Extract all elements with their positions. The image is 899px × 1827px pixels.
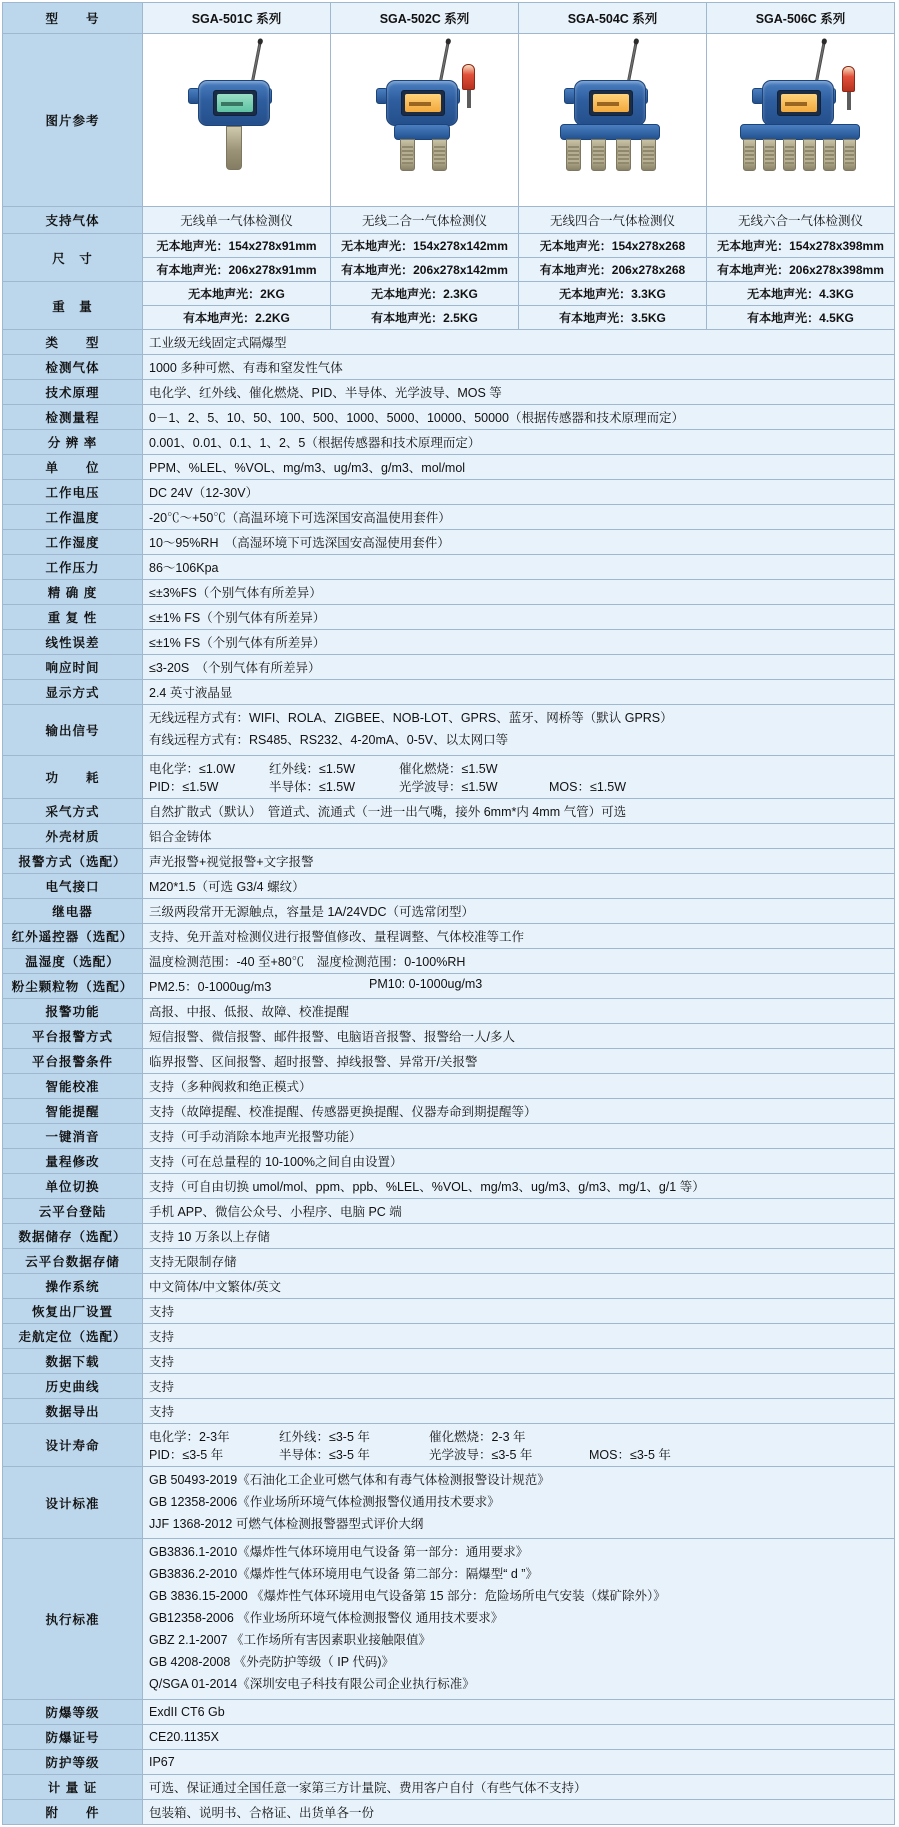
power-pid: PID：≤1.5W xyxy=(149,779,219,794)
row-label-pressure: 工作压力 xyxy=(3,555,143,580)
row-value-range-modify: 支持（可在总量程的 10-100%之间自由设置） xyxy=(143,1148,895,1173)
exec-std-line: GB 4208-2008 《外壳防护等级（ IP 代码)》 xyxy=(149,1654,394,1669)
table-row-platform-alarm-condition xyxy=(3,1048,895,1073)
row-value-smart-reminder: 支持（故障提醒、校准提醒、传感器更换提醒、仪器寿命到期提醒等） xyxy=(143,1098,895,1123)
row-label-unit: 单 位 xyxy=(3,455,143,480)
model-504c: SGA-504C 系列 xyxy=(519,3,707,34)
table-row-exec-standard xyxy=(3,1539,895,1699)
table-row-ex-rating xyxy=(3,1699,895,1724)
size-502c xyxy=(331,234,519,282)
row-value-relay: 三级两段常开无源触点，容量是 1A/24VDC（可选常闭型） xyxy=(143,898,895,923)
gas-sensor-probe xyxy=(783,139,796,171)
device-image-501c xyxy=(143,34,331,207)
row-value-power xyxy=(143,755,895,798)
gas-sensor-probe xyxy=(566,139,581,171)
row-value-voltage: DC 24V（12-30V） xyxy=(143,480,895,505)
table-row-voltage xyxy=(3,480,895,505)
row-label-smart-reminder: 智能提醒 xyxy=(3,1098,143,1123)
row-label-platform-alarm-mode: 平台报警方式 xyxy=(3,1023,143,1048)
size-no-alarm: 无本地声光：154x278x268 xyxy=(519,234,706,258)
row-label-ir-remote: 红外遥控器（选配） xyxy=(3,923,143,948)
device-image-502c xyxy=(331,34,519,207)
row-label-principle: 技术原理 xyxy=(3,380,143,405)
output-wireless: 无线远程方式有：WIFI、ROLA、ZIGBEE、NOB-LOT、GPRS、蓝牙、网桥等（默认 GPRS） xyxy=(149,711,673,725)
table-row-range-modify xyxy=(3,1148,895,1173)
table-row-design-life xyxy=(3,1423,895,1466)
gas-row-label: 支持气体 xyxy=(3,207,143,234)
display-screen xyxy=(401,90,445,116)
table-row-temp-humidity-option xyxy=(3,948,895,973)
row-value-dust xyxy=(143,973,895,998)
table-row-alarm-function xyxy=(3,998,895,1023)
alarm-beacon-icon xyxy=(842,66,855,92)
table-row-data-storage xyxy=(3,1223,895,1248)
size-with-alarm: 有本地声光：206x278x268 xyxy=(539,263,686,277)
size-504c xyxy=(519,234,707,282)
table-row-detect-gas xyxy=(3,355,895,380)
life-pid: PID：≤3-5 年 xyxy=(149,1447,224,1462)
exec-std-line: GB3836.1-2010《爆炸性气体环境用电气设备 第一部分：通用要求》 xyxy=(149,1545,529,1560)
weight-no-alarm: 无本地声光：2.3KG xyxy=(331,282,518,306)
display-screen xyxy=(589,90,633,116)
weight-502c xyxy=(331,282,519,330)
display-screen xyxy=(777,90,821,116)
row-value-display: 2.4 英寸液晶显 xyxy=(143,680,895,705)
table-row-output-signal xyxy=(3,705,895,756)
row-value-design-life xyxy=(143,1423,895,1466)
exec-std-line: GB12358-2006 《作业场所环境气体检测报警仪 通用技术要求》 xyxy=(149,1611,504,1625)
weight-with-alarm: 有本地声光：2.5KG xyxy=(371,311,478,325)
table-row-data-export xyxy=(3,1398,895,1423)
weight-506c xyxy=(707,282,895,330)
row-label-dust: 粉尘颗粒物（选配） xyxy=(3,973,143,998)
power-line-2 xyxy=(149,777,888,795)
row-value-data-download: 支持 xyxy=(143,1348,895,1373)
exec-std-line: GB 3836.15-2000 《爆炸性气体环境用电气设备第 15 部分：危险场所电气安装（煤矿除外）》 xyxy=(149,1589,666,1604)
gas-sensor-probe xyxy=(591,139,606,171)
row-label-temperature: 工作温度 xyxy=(3,505,143,530)
size-506c xyxy=(707,234,895,282)
power-catalytic: 催化燃烧：≤1.5W xyxy=(399,761,498,776)
power-line-1 xyxy=(149,759,888,777)
row-value-pressure: 86～106Kpa xyxy=(143,555,895,580)
row-value-electrical-interface: M20*1.5（可选 G3/4 螺纹） xyxy=(143,873,895,898)
row-label-electrical-interface: 电气接口 xyxy=(3,873,143,898)
dust-pm10: PM10: 0-1000ug/m3 xyxy=(369,976,483,991)
size-no-alarm: 无本地声光：154x278x142mm xyxy=(331,234,518,258)
gas-504c: 无线四合一气体检测仪 xyxy=(519,207,707,234)
table-row-data-download xyxy=(3,1348,895,1373)
alarm-beacon-icon xyxy=(462,64,475,90)
detector-body xyxy=(386,80,458,126)
row-value-humidity: 10～95%RH （高湿环境下可选深国安高湿使用套件） xyxy=(143,530,895,555)
row-label-design-life: 设计寿命 xyxy=(3,1423,143,1466)
table-row-resolution xyxy=(3,430,895,455)
gas-sensor-probe xyxy=(843,139,856,171)
table-row-range xyxy=(3,405,895,430)
detector-body xyxy=(198,80,270,126)
row-label-detect-gas: 检测气体 xyxy=(3,355,143,380)
row-label-linearity: 线性误差 xyxy=(3,630,143,655)
table-row-cloud-storage xyxy=(3,1248,895,1273)
table-row-mobile-positioning xyxy=(3,1323,895,1348)
row-label-sampling: 采气方式 xyxy=(3,798,143,823)
gas-sensor-probe xyxy=(616,139,631,171)
row-label-data-download: 数据下载 xyxy=(3,1348,143,1373)
gas-506c: 无线六合一气体检测仪 xyxy=(707,207,895,234)
row-value-factory-reset: 支持 xyxy=(143,1298,895,1323)
device-image-504c xyxy=(519,34,707,207)
row-value-mobile-positioning: 支持 xyxy=(143,1323,895,1348)
row-value-data-export: 支持 xyxy=(143,1398,895,1423)
design-std-line: GB 12358-2006《作业场所环境气体检测报警仪通用技术要求》 xyxy=(149,1494,500,1509)
row-label-ex-cert: 防爆证号 xyxy=(3,1724,143,1749)
table-row-humidity xyxy=(3,530,895,555)
row-label-relay: 继电器 xyxy=(3,898,143,923)
row-value-history-curve: 支持 xyxy=(143,1373,895,1398)
gas-sensor-probe xyxy=(763,139,776,171)
row-label-ip-rating: 防护等级 xyxy=(3,1749,143,1774)
table-row-power xyxy=(3,755,895,798)
life-mos: MOS：≤3-5 年 xyxy=(589,1447,671,1462)
row-value-os: 中文简体/中文繁体/英文 xyxy=(143,1273,895,1298)
row-value-data-storage: 支持 10 万条以上存储 xyxy=(143,1223,895,1248)
gas-sensor-probe xyxy=(432,139,447,171)
weight-501c xyxy=(143,282,331,330)
row-value-unit-switch: 支持（可自由切换 umol/mol、ppm、ppb、%LEL、%VOL、mg/m3、ug/m3、g/m3、mg/1、g/1 等） xyxy=(143,1173,895,1198)
dust-pm25: PM2.5：0-1000ug/m3 xyxy=(149,979,272,994)
power-semiconductor: 半导体：≤1.5W xyxy=(269,779,356,794)
row-value-repeatability: ≤±1% FS（个别气体有所差异） xyxy=(143,605,895,630)
model-506c: SGA-506C 系列 xyxy=(707,3,895,34)
life-line-1 xyxy=(149,1427,888,1445)
row-value-alarm-mode: 声光报警+视觉报警+文字报警 xyxy=(143,848,895,873)
table-row-ex-cert xyxy=(3,1724,895,1749)
row-label-platform-alarm-condition: 平台报警条件 xyxy=(3,1048,143,1073)
exec-std-line: GB3836.2-2010《爆炸性气体环境用电气设备 第二部分：隔爆型“ d ”》 xyxy=(149,1567,538,1582)
table-row-metrology-cert xyxy=(3,1774,895,1799)
row-value-temp-humidity-option: 温度检测范围：-40 至+80℃ 湿度检测范围：0-100%RH xyxy=(143,948,895,973)
life-catalytic: 催化燃烧：2-3 年 xyxy=(429,1429,526,1444)
row-value-ir-remote: 支持、免开盖对检测仪进行报警值修改、量程调整、气体校准等工作 xyxy=(143,923,895,948)
row-label-alarm-mode: 报警方式（选配） xyxy=(3,848,143,873)
size-no-alarm: 无本地声光：154x278x91mm xyxy=(143,234,330,258)
exec-std-line: Q/SGA 01-2014《深圳安电子科技有限公司企业执行标准》 xyxy=(149,1676,475,1691)
row-value-detect-gas: 1000 多种可燃、有毒和窒发性气体 xyxy=(143,355,895,380)
row-label-accuracy: 精 确 度 xyxy=(3,580,143,605)
table-row-type xyxy=(3,330,895,355)
row-value-range: 0－1、2、5、10、50、100、500、1000、5000、10000、50000（根据传感器和技术原理而定） xyxy=(143,405,895,430)
table-row-pressure xyxy=(3,555,895,580)
detector-body xyxy=(574,80,646,126)
table-row-repeatability xyxy=(3,605,895,630)
row-label-cloud-storage: 云平台数据存储 xyxy=(3,1248,143,1273)
table-row-principle xyxy=(3,380,895,405)
row-value-platform-alarm-condition: 临界报警、区间报警、超时报警、掉线报警、异常开/关报警 xyxy=(143,1048,895,1073)
life-electrochemical: 电化学：2-3年 xyxy=(149,1429,230,1444)
row-label-range-modify: 量程修改 xyxy=(3,1148,143,1173)
table-row-sampling xyxy=(3,798,895,823)
row-label-alarm-function: 报警功能 xyxy=(3,998,143,1023)
row-value-housing: 铝合金铸体 xyxy=(143,823,895,848)
row-label-exec-standard: 执行标准 xyxy=(3,1539,143,1699)
model-501c: SGA-501C 系列 xyxy=(143,3,331,34)
power-electrochemical: 电化学：≤1.0W xyxy=(149,761,236,776)
table-row-accuracy xyxy=(3,580,895,605)
table-row-dust xyxy=(3,973,895,998)
row-value-smart-calibration: 支持（多种阀救和绝正模式） xyxy=(143,1073,895,1098)
size-with-alarm: 有本地声光：206x278x398mm xyxy=(717,263,884,277)
row-label-repeatability: 重 复 性 xyxy=(3,605,143,630)
table-row-size xyxy=(3,234,895,282)
life-infrared: 红外线：≤3-5 年 xyxy=(279,1429,370,1444)
model-label: 型 号 xyxy=(3,3,143,34)
life-line-2 xyxy=(149,1445,888,1463)
specification-table xyxy=(2,2,895,1825)
row-label-response-time: 响应时间 xyxy=(3,655,143,680)
row-label-output-signal: 输出信号 xyxy=(3,705,143,756)
display-screen xyxy=(213,90,257,116)
size-with-alarm: 有本地声光：206x278x142mm xyxy=(341,263,508,277)
size-row-label: 尺 寸 xyxy=(3,234,143,282)
table-row-history-curve xyxy=(3,1373,895,1398)
spec-sheet xyxy=(0,2,899,1825)
row-value-mute: 支持（可手动消除本地声光报警功能） xyxy=(143,1123,895,1148)
row-value-ex-rating: ExdII CT6 Gb xyxy=(143,1699,895,1724)
row-value-accuracy: ≤±3%FS（个别气体有所差异） xyxy=(143,580,895,605)
weight-row-label: 重 量 xyxy=(3,282,143,330)
gas-502c: 无线二合一气体检测仪 xyxy=(331,207,519,234)
table-row-accessories xyxy=(3,1799,895,1824)
row-label-type: 类 型 xyxy=(3,330,143,355)
weight-with-alarm: 有本地声光：2.2KG xyxy=(183,311,290,325)
output-wired: 有线远程方式有：RS485、RS232、4-20mA、0-5V、以太网口等 xyxy=(149,732,509,747)
row-value-alarm-function: 高报、中报、低报、故障、校准提醒 xyxy=(143,998,895,1023)
size-501c xyxy=(143,234,331,282)
table-row-display xyxy=(3,680,895,705)
gas-sensor-probe xyxy=(400,139,415,171)
table-row-temperature xyxy=(3,505,895,530)
row-label-ex-rating: 防爆等级 xyxy=(3,1699,143,1724)
model-502c: SGA-502C 系列 xyxy=(331,3,519,34)
row-label-mute: 一键消音 xyxy=(3,1123,143,1148)
row-label-factory-reset: 恢复出厂设置 xyxy=(3,1298,143,1323)
row-label-accessories: 附 件 xyxy=(3,1799,143,1824)
row-value-output-signal xyxy=(143,705,895,756)
table-row-factory-reset xyxy=(3,1298,895,1323)
table-row-unit xyxy=(3,455,895,480)
row-label-cloud-login: 云平台登陆 xyxy=(3,1198,143,1223)
row-label-power: 功 耗 xyxy=(3,755,143,798)
row-label-history-curve: 历史曲线 xyxy=(3,1373,143,1398)
table-row-gas xyxy=(3,207,895,234)
gas-manifold xyxy=(560,124,660,140)
row-value-type: 工业级无线固定式隔爆型 xyxy=(143,330,895,355)
table-row-relay xyxy=(3,898,895,923)
exec-std-line: GBZ 2.1-2007 《工作场所有害因素职业接触限值》 xyxy=(149,1632,431,1647)
row-label-os: 操作系统 xyxy=(3,1273,143,1298)
row-label-data-storage: 数据储存（选配） xyxy=(3,1223,143,1248)
device-image-506c xyxy=(707,34,895,207)
weight-no-alarm: 无本地声光：3.3KG xyxy=(519,282,706,306)
row-label-design-standard: 设计标准 xyxy=(3,1466,143,1539)
row-label-smart-calibration: 智能校准 xyxy=(3,1073,143,1098)
row-label-temp-humidity-option: 温湿度（选配） xyxy=(3,948,143,973)
life-optical: 光学波导：≤3-5 年 xyxy=(429,1447,533,1462)
table-row-linearity xyxy=(3,630,895,655)
row-value-response-time: ≤3-20S （个别气体有所差异） xyxy=(143,655,895,680)
row-label-data-export: 数据导出 xyxy=(3,1398,143,1423)
row-value-cloud-login: 手机 APP、微信公众号、小程序、电脑 PC 端 xyxy=(143,1198,895,1223)
row-label-voltage: 工作电压 xyxy=(3,480,143,505)
table-row-smart-calibration xyxy=(3,1073,895,1098)
table-row-os xyxy=(3,1273,895,1298)
table-row-images xyxy=(3,34,895,207)
gas-501c: 无线单一气体检测仪 xyxy=(143,207,331,234)
weight-with-alarm: 有本地声光：4.5KG xyxy=(747,311,854,325)
design-std-line: GB 50493-2019《石油化工企业可燃气体和有毒气体检测报警设计规范》 xyxy=(149,1472,550,1487)
table-row-electrical-interface xyxy=(3,873,895,898)
row-value-linearity: ≤±1% FS（个别气体有所差异） xyxy=(143,630,895,655)
table-row-platform-alarm-mode xyxy=(3,1023,895,1048)
table-row-ip-rating xyxy=(3,1749,895,1774)
row-label-housing: 外壳材质 xyxy=(3,823,143,848)
row-value-cloud-storage: 支持无限制存储 xyxy=(143,1248,895,1273)
size-with-alarm: 有本地声光：206x278x91mm xyxy=(156,263,317,277)
row-value-resolution: 0.001、0.01、0.1、1、2、5（根据传感器和技术原理而定） xyxy=(143,430,895,455)
table-row-housing xyxy=(3,823,895,848)
table-row-cloud-login xyxy=(3,1198,895,1223)
row-label-mobile-positioning: 走航定位（选配） xyxy=(3,1323,143,1348)
row-value-temperature: -20℃～+50℃（高温环境下可选深国安高温使用套件） xyxy=(143,505,895,530)
row-label-metrology-cert: 计 量 证 xyxy=(3,1774,143,1799)
row-label-humidity: 工作湿度 xyxy=(3,530,143,555)
row-label-range: 检测量程 xyxy=(3,405,143,430)
row-label-resolution: 分 辨 率 xyxy=(3,430,143,455)
design-std-line: JJF 1368-2012 可燃气体检测报警器型式评价大纲 xyxy=(149,1516,424,1531)
power-optical: 光学波导：≤1.5W xyxy=(399,779,498,794)
gas-sensor-probe xyxy=(823,139,836,171)
row-label-display: 显示方式 xyxy=(3,680,143,705)
table-row-response-time xyxy=(3,655,895,680)
power-mos: MOS：≤1.5W xyxy=(549,779,627,794)
table-row-weight xyxy=(3,282,895,330)
gas-sensor-probe xyxy=(803,139,816,171)
image-row-label: 图片参考 xyxy=(3,34,143,207)
table-row-smart-reminder xyxy=(3,1098,895,1123)
row-value-exec-standard xyxy=(143,1539,895,1699)
row-value-ex-cert: CE20.1135X xyxy=(143,1724,895,1749)
gas-manifold xyxy=(394,124,450,140)
row-label-unit-switch: 单位切换 xyxy=(3,1173,143,1198)
row-value-principle: 电化学、红外线、催化燃烧、PID、半导体、光学波导、MOS 等 xyxy=(143,380,895,405)
row-value-accessories: 包装箱、说明书、合格证、出货单各一份 xyxy=(143,1799,895,1824)
row-value-platform-alarm-mode: 短信报警、微信报警、邮件报警、电脑语音报警、报警给一人/多人 xyxy=(143,1023,895,1048)
row-value-unit: PPM、%LEL、%VOL、mg/m3、ug/m3、g/m3、mol/mol xyxy=(143,455,895,480)
power-infrared: 红外线：≤1.5W xyxy=(269,761,356,776)
table-row-alarm-mode xyxy=(3,848,895,873)
gas-sensor-probe xyxy=(226,126,242,170)
table-row-ir-remote xyxy=(3,923,895,948)
gas-sensor-probe xyxy=(743,139,756,171)
row-value-design-standard xyxy=(143,1466,895,1539)
row-value-ip-rating: IP67 xyxy=(143,1749,895,1774)
size-no-alarm: 无本地声光：154x278x398mm xyxy=(707,234,894,258)
weight-no-alarm: 无本地声光：4.3KG xyxy=(707,282,894,306)
row-value-metrology-cert: 可选、保证通过全国任意一家第三方计量院、费用客户自付（有些气体不支持） xyxy=(143,1774,895,1799)
table-row-model xyxy=(3,3,895,34)
weight-504c xyxy=(519,282,707,330)
detector-body xyxy=(762,80,834,126)
weight-with-alarm: 有本地声光：3.5KG xyxy=(559,311,666,325)
table-row-design-standard xyxy=(3,1466,895,1539)
row-value-sampling: 自然扩散式（默认） 管道式、流通式（一进一出气嘴，接外 6mm*内 4mm 气管）可选 xyxy=(143,798,895,823)
table-row-unit-switch xyxy=(3,1173,895,1198)
gas-sensor-probe xyxy=(641,139,656,171)
weight-no-alarm: 无本地声光：2KG xyxy=(143,282,330,306)
life-semiconductor: 半导体：≤3-5 年 xyxy=(279,1447,370,1462)
table-row-mute xyxy=(3,1123,895,1148)
gas-manifold xyxy=(740,124,860,140)
